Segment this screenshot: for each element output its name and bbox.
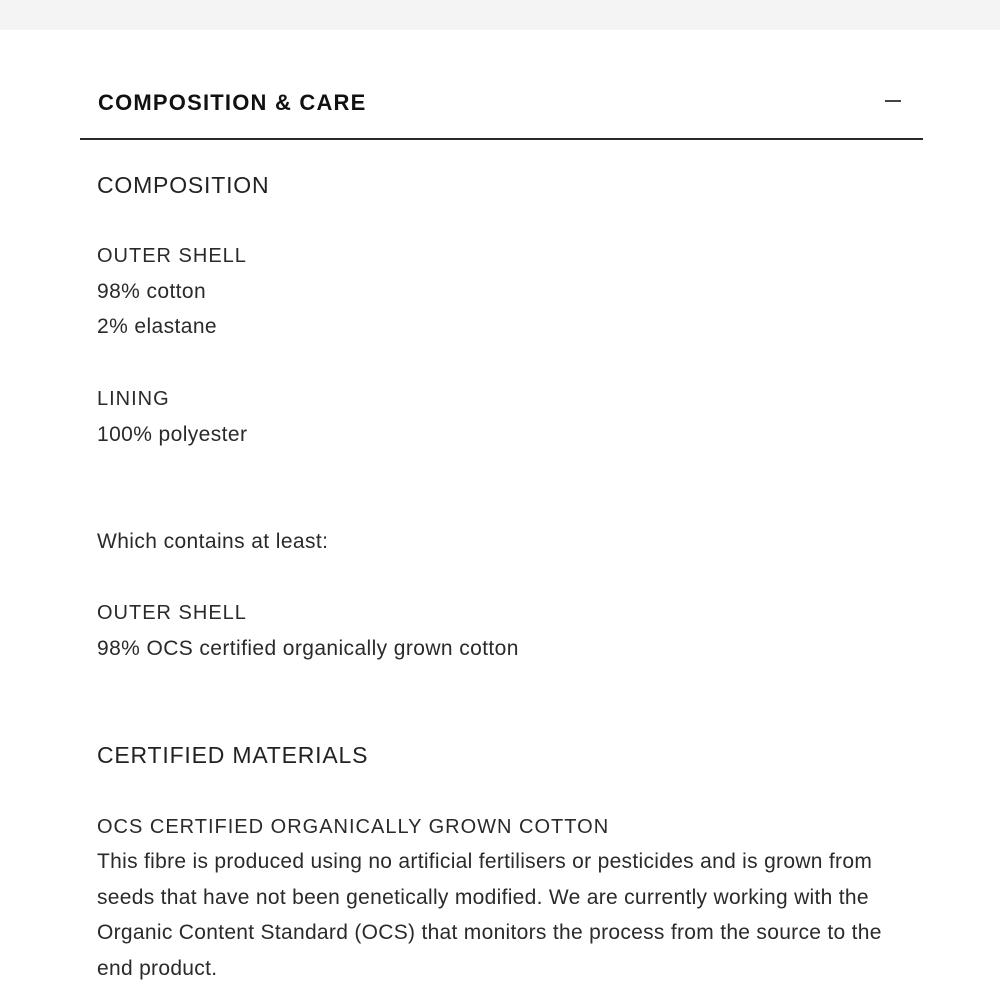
contains-outer-shell-item: 98% OCS certified organically grown cotton xyxy=(97,637,519,660)
contains-outer-shell-label: OUTER SHELL xyxy=(97,602,247,624)
contains-note: Which contains at least: xyxy=(97,530,329,553)
minus-icon[interactable] xyxy=(885,100,901,102)
lining-item: 100% polyester xyxy=(97,423,248,446)
outer-shell-label: OUTER SHELL xyxy=(97,245,247,267)
certified-material-description: This fibre is produced using no artificial fertilisers or pesticides and is grown from seeds that have not been genetically modified. We are currently working with the Organic Content Standard (OCS) that monitors the process from the source to the end product. xyxy=(97,850,882,980)
lining-label: LINING xyxy=(97,388,170,410)
outer-shell-item: 2% elastane xyxy=(97,315,217,338)
accordion-title: COMPOSITION & CARE xyxy=(98,90,367,115)
composition-title: COMPOSITION xyxy=(97,172,270,198)
certified-materials-title: CERTIFIED MATERIALS xyxy=(97,742,369,768)
composition-care-accordion-header[interactable] xyxy=(80,30,923,140)
certified-material-label: OCS CERTIFIED ORGANICALLY GROWN COTTON xyxy=(97,816,610,838)
product-details-panel xyxy=(0,30,1000,1000)
outer-shell-item: 98% cotton xyxy=(97,280,207,303)
